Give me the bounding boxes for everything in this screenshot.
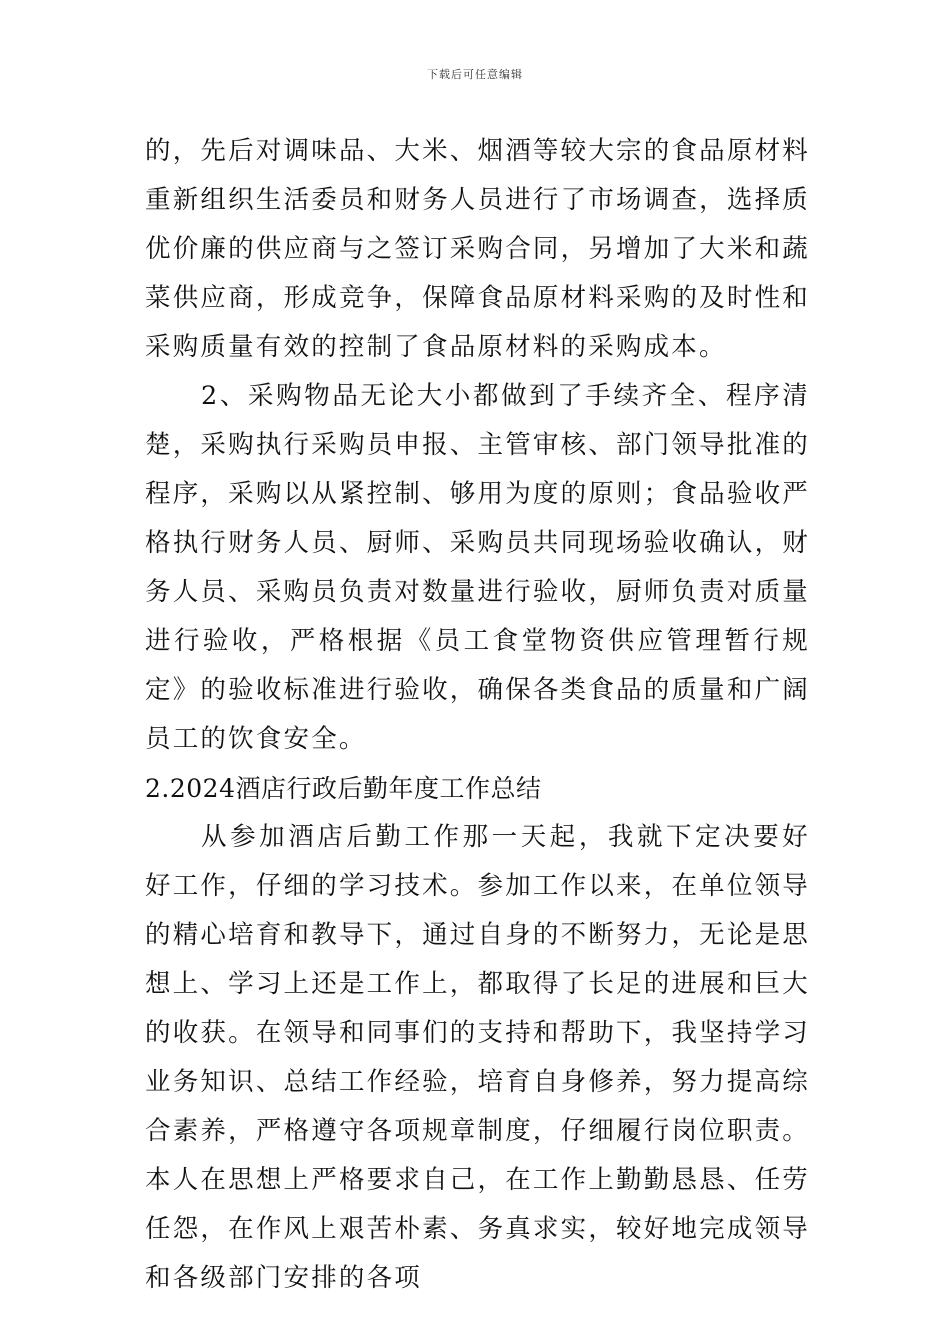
- paragraph-work-summary: 从参加酒店后勤工作那一天起，我就下定决要好好工作，仔细的学习技术。参加工作以来，在单位领导的精心培育和教导下，通过自身的不断努力，无论是思想上、学习上还是工作上，都取得了长足的进展和巨大的收获。在领导和同事们的支持和帮助下，我坚持学习业务知识、总结工作经验，培育自身修养，努力提高综合素养，严格遵守各项规章制度，仔细履行岗位职责。本人在思想上严格要求自己，在工作上勤勤恳恳、任劳任怨，在作风上艰苦朴素、务真求实，较好地完成领导和各级部门安排的各项: [145, 822, 810, 1293]
- paragraph-procurement-cost: 的，先后对调味品、大米、烟酒等较大宗的食品原材料重新组织生活委员和财务人员进行了市场调查，选择质优价廉的供应商与之签订采购合同，另增加了大米和蔬菜供应商，形成竞争，保障食品原材料采购的及时性和采购质量有效的控制了食品原材料的采购成本。: [145, 136, 810, 362]
- page-header: 下载后可任意编辑: [427, 68, 523, 81]
- section-heading: 2.2024酒店行政后勤年度工作总结: [145, 774, 542, 803]
- document-body: [145, 127, 810, 1303]
- paragraph-procurement-procedure: 2、采购物品无论大小都做到了手续齐全、程序清楚，采购执行采购员申报、主管审核、部门领导批准的程序，采购以从紧控制、够用为度的原则；食品验收严格执行财务人员、厨师、采购员共同现场验收确认，财务人员、采购员负责对数量进行验收，厨师负责对质量进行验收，严格根据《员工食堂物资供应管理暂行规定》的验收标准进行验收，确保各类食品的质量和广阔员工的饮食安全。: [145, 381, 810, 754]
